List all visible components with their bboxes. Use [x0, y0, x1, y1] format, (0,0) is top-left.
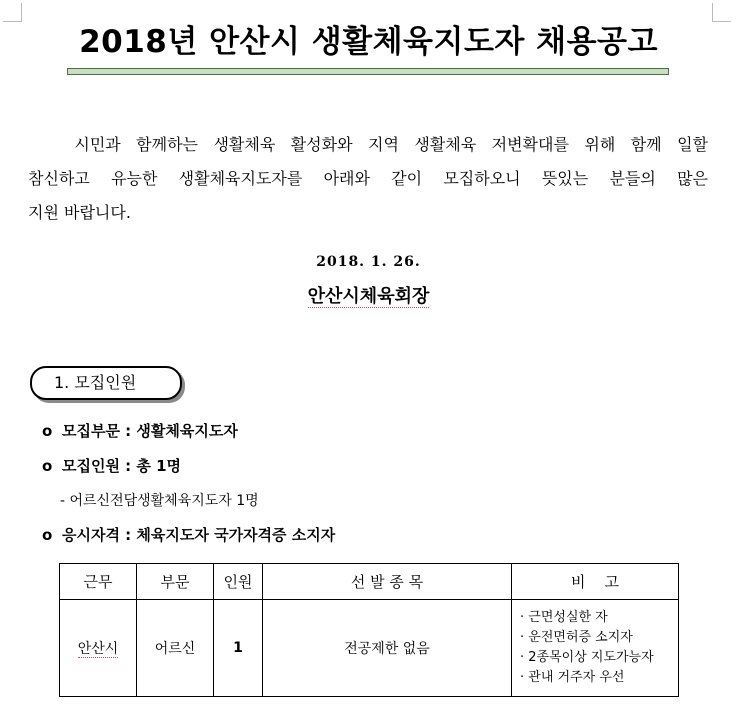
- cell-work: [60, 600, 137, 697]
- note-line: · 근면성실한 자: [520, 610, 608, 625]
- recruitment-table: [59, 563, 679, 697]
- cell-event: 전공제한 없음: [263, 600, 512, 697]
- intro-line-2: 참신하고 유능한 생활체육지도자를 아래와 같이 모집하오니 뜻있는 분들의 많은: [28, 169, 708, 188]
- cell-division: 어르신: [137, 600, 214, 697]
- announcement-date: 2018. 1. 26.: [316, 254, 421, 270]
- note-line: · 운전면허증 소지자: [520, 630, 633, 645]
- bullet-mark: o: [42, 526, 53, 544]
- organization-name: [0, 282, 737, 308]
- intro-paragraph: [28, 128, 708, 230]
- bullet-mark: o: [42, 457, 53, 475]
- section-heading-recruitment: 1. 모집인원: [30, 366, 182, 400]
- note-line: · 관내 거주자 우선: [520, 670, 625, 685]
- table-row: [60, 600, 679, 697]
- sub-item-senior-instructor: - 어르신전담생활체육지도자 1명: [60, 493, 259, 509]
- intro-line-1: 시민과 함께하는 생활체육 활성화와 지역 생활체육 저변확대를 위해 함께 일할: [74, 135, 708, 154]
- header-division: 부문: [137, 564, 214, 600]
- item-qualification: [42, 524, 335, 545]
- table-header-row: [60, 564, 679, 600]
- item-text: 모집인원 : 총 1명: [62, 457, 182, 475]
- item-recruitment-field: [42, 420, 238, 441]
- bullet-mark: o: [42, 422, 53, 440]
- item-recruitment-count: [42, 455, 181, 476]
- header-count: 인원: [214, 564, 263, 600]
- cell-work-text: 안산시: [77, 641, 119, 657]
- header-notes: 비 고: [512, 564, 679, 600]
- cell-count: 1: [214, 600, 263, 697]
- header-work: 근무: [60, 564, 137, 600]
- note-line: · 2종목이상 지도가능자: [520, 650, 654, 665]
- cell-notes: [512, 600, 679, 697]
- document-title: 2018년 안산시 생활체육지도자 채용공고: [79, 24, 658, 60]
- title-underline-bar: [67, 68, 669, 75]
- organization-name-text: 안산시체육회장: [307, 286, 430, 307]
- item-text: 모집부문 : 생활체육지도자: [62, 422, 238, 440]
- intro-line-3: 지원 바랍니다.: [28, 203, 131, 222]
- item-text: 응시자격 : 체육지도자 국가자격증 소지자: [62, 526, 336, 544]
- header-event: 선 발 종 목: [263, 564, 512, 600]
